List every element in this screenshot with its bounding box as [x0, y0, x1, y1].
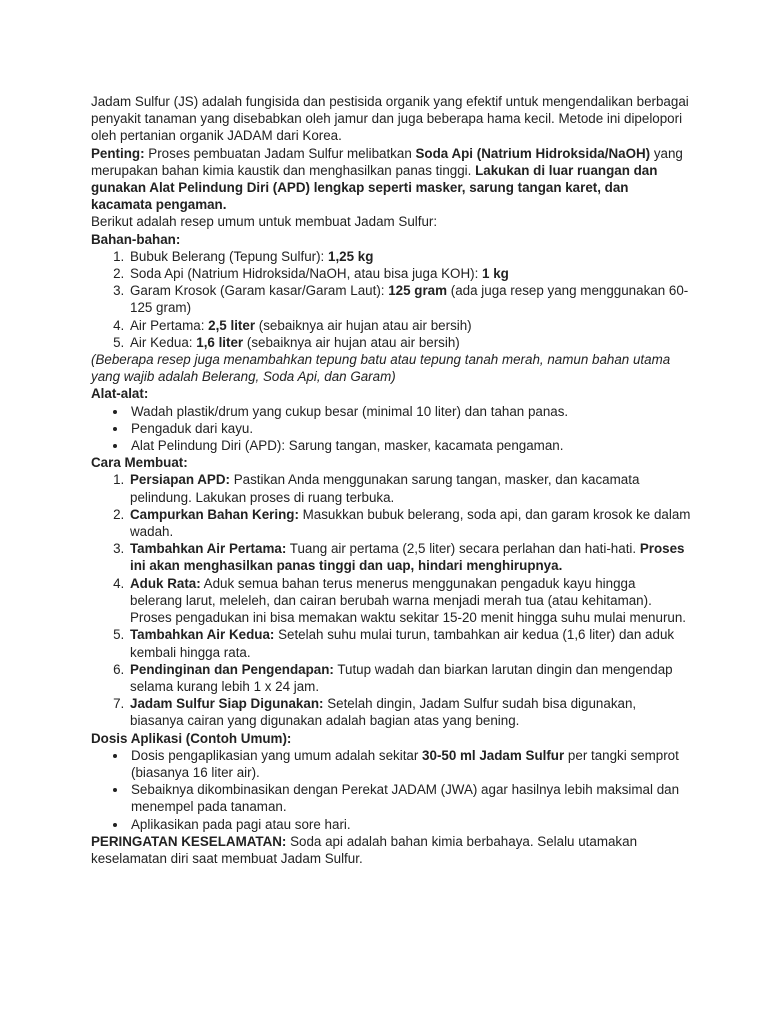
ingredients-note: (Beberapa resep juga menambahkan tepung batu atau tepung tanah merah, namun bahan utama yang wajib adalah Belerang, Soda Api, dan Garam): [91, 352, 671, 385]
important-paragraph: Penting: Proses pembuatan Jadam Sulfur melibatkan Soda Api (Natrium Hidroksida/NaOH) yang merupakan bahan kimia kaustik dan menghasilkan panas tinggi. Lakukan di luar ruangan dan gunakan Alat Pelindung Diri (APD) lengkap seperti masker, sarung tangan karet, dan kacamata pengaman.: [91, 145, 683, 213]
list-item: • Alat Pelindung Diri (APD): Sarung tangan, masker, kacamata pengaman.: [128, 437, 691, 454]
important-label: Penting:: [91, 145, 145, 161]
list-item: 7. Jadam Sulfur Siap Digunakan: Setelah dingin, Jadam Sulfur sudah bisa digunakan, biasanya cairan yang digunakan adalah bagian atas yang bening.: [128, 695, 691, 729]
list-item: 3. Tambahkan Air Pertama: Tuang air pertama (2,5 liter) secara perlahan dan hati-hati. Proses ini akan menghasilkan panas tinggi dan uap, hindari menghirupnya.: [128, 540, 691, 574]
list-item: 2. Campurkan Bahan Kering: Masukkan bubuk belerang, soda api, dan garam krosok ke dalam wadah.: [128, 506, 691, 540]
list-item: 6. Pendinginan dan Pengendapan: Tutup wadah dan biarkan larutan dingin dan mengendap selama kurang lebih 1 x 24 jam.: [128, 661, 691, 695]
list-item: • Pengaduk dari kayu.: [128, 420, 691, 437]
safety-warning: PERINGATAN KESELAMATAN: Soda api adalah bahan kimia berbahaya. Selalu utamakan keselamatan diri saat membuat Jadam Sulfur.: [91, 833, 638, 866]
list-item: 3. Garam Krosok (Garam kasar/Garam Laut): 125 gram (ada juga resep yang menggunakan 60-125 gram): [128, 282, 691, 316]
list-item: 1. Bubuk Belerang (Tepung Sulfur): 1,25 kg: [128, 248, 691, 265]
list-item: 2. Soda Api (Natrium Hidroksida/NaOH, atau bisa juga KOH): 1 kg: [128, 265, 691, 282]
tools-heading: Alat-alat:: [91, 386, 149, 402]
list-item: • Dosis pengaplikasian yang umum adalah sekitar 30-50 ml Jadam Sulfur per tangki semprot (biasanya 16 liter air).: [128, 747, 691, 781]
tools-list: [91, 403, 691, 455]
steps-list: [91, 471, 691, 729]
list-item: • Wadah plastik/drum yang cukup besar (minimal 10 liter) dan tahan panas.: [128, 403, 691, 420]
list-item: 4. Air Pertama: 2,5 liter (sebaiknya air hujan atau air bersih): [128, 317, 691, 334]
warning-label: PERINGATAN KESELAMATAN:: [91, 833, 287, 849]
steps-heading: Cara Membuat:: [91, 455, 188, 471]
list-item: 1. Persiapan APD: Pastikan Anda menggunakan sarung tangan, masker, dan kacamata pelindung. Lakukan proses di ruang terbuka.: [128, 471, 691, 505]
intro-paragraph: Jadam Sulfur (JS) adalah fungisida dan pestisida organik yang efektif untuk mengendalikan berbagai penyakit tanaman yang disebabkan oleh jamur dan juga beberapa hama kecil. Metode ini dipelopori oleh pertanian organik JADAM dari Korea.: [91, 94, 689, 144]
list-item: 5. Tambahkan Air Kedua: Setelah suhu mulai turun, tambahkan air kedua (1,6 liter) dan aduk kembali hingga rata.: [128, 626, 691, 660]
recipe-intro: Berikut adalah resep umum untuk membuat Jadam Sulfur:: [91, 214, 438, 230]
list-item: 5. Air Kedua: 1,6 liter (sebaiknya air hujan atau air bersih): [128, 334, 691, 351]
list-item: 4. Aduk Rata: Aduk semua bahan terus menerus menggunakan pengaduk kayu hingga belerang larut, meleleh, dan cairan berubah warna menjadi merah tua (atau kehitaman). Proses pengadukan ini bisa memakan waktu sekitar 15-20 menit hingga suhu mulai menurun.: [128, 575, 691, 627]
ingredients-heading: Bahan-bahan:: [91, 231, 181, 247]
dosage-list: [91, 747, 691, 833]
dosage-heading: Dosis Aplikasi (Contoh Umum):: [91, 730, 292, 746]
list-item: • Sebaiknya dikombinasikan dengan Perekat JADAM (JWA) agar hasilnya lebih maksimal dan menempel pada tanaman.: [128, 781, 691, 815]
ingredients-list: [91, 248, 691, 351]
list-item: • Aplikasikan pada pagi atau sore hari.: [128, 816, 691, 833]
document-page: [91, 93, 691, 867]
